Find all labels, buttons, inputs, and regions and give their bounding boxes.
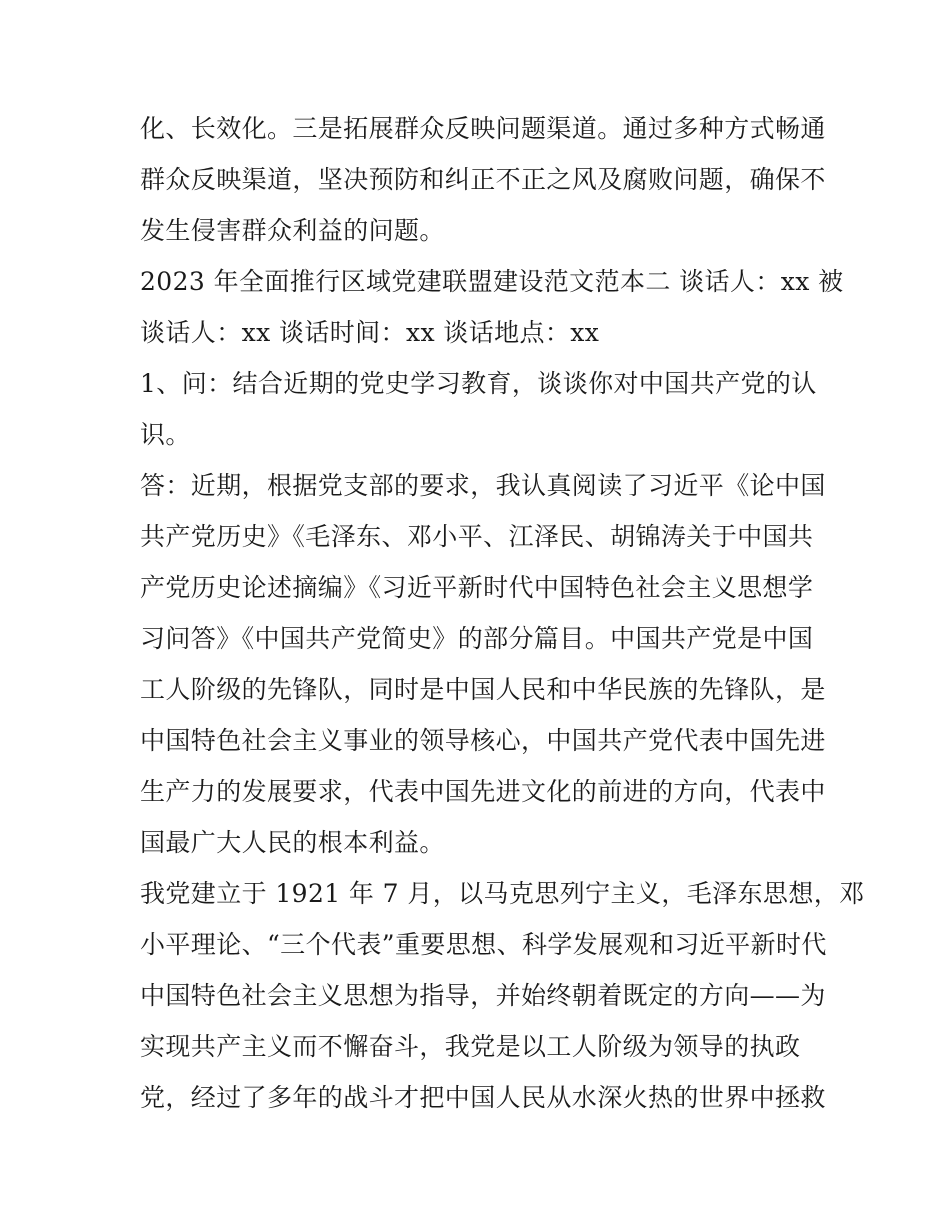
text-line-19: 实现共产主义而不懈奋斗，我党是以工人阶级为领导的执政 — [140, 1032, 801, 1061]
text-line-14: 生产力的发展要求，代表中国先进文化的前进的方向，代表中 — [140, 777, 826, 806]
text-line-2: 群众反映渠道，坚决预防和纠正不正之风及腐败问题，确保不 — [140, 165, 826, 194]
text-line-6: 1、问：结合近期的党史学习教育，谈谈你对中国共产党的认 — [140, 369, 817, 398]
text-line-11: 习问答》《中国共产党简史》的部分篇目。中国共产党是中国 — [140, 624, 814, 653]
text-line-7: 识。 — [140, 420, 191, 449]
text-line-9: 共产党历史》《毛泽东、邓小平、江泽民、胡锦涛关于中国共 — [140, 522, 814, 551]
text-line-12: 工人阶级的先锋队，同时是中国人民和中华民族的先锋队，是 — [140, 675, 826, 704]
text-line-13: 中国特色社会主义事业的领导核心，中国共产党代表中国先进 — [140, 726, 826, 755]
text-line-17: 小平理论、“三个代表”重要思想、科学发展观和习近平新时代 — [140, 930, 827, 959]
document-body — [140, 103, 865, 1123]
text-line-18: 中国特色社会主义思想为指导，并始终朝着既定的方向——为 — [140, 981, 826, 1010]
text-line-3: 发生侵害群众利益的问题。 — [140, 216, 445, 245]
text-line-5: 谈话人：xx 谈话时间：xx 谈话地点：xx — [140, 318, 600, 347]
text-line-15: 国最广大人民的根本利益。 — [140, 828, 445, 857]
text-line-16: 我党建立于 1921 年 7 月，以马克思列宁主义，毛泽东思想，邓 — [140, 879, 865, 908]
text-line-4: 2023 年全面推行区域党建联盟建设范文范本二 谈话人：xx 被 — [140, 267, 844, 296]
text-line-10: 产党历史论述摘编》《习近平新时代中国特色社会主义思想学 — [140, 573, 814, 602]
text-line-1: 化、长效化。三是拓展群众反映问题渠道。通过多种方式畅通 — [140, 114, 826, 143]
text-line-20: 党，经过了多年的战斗才把中国人民从水深火热的世界中拯救 — [140, 1083, 826, 1112]
text-line-8: 答：近期，根据党支部的要求，我认真阅读了习近平《论中国 — [140, 471, 826, 500]
